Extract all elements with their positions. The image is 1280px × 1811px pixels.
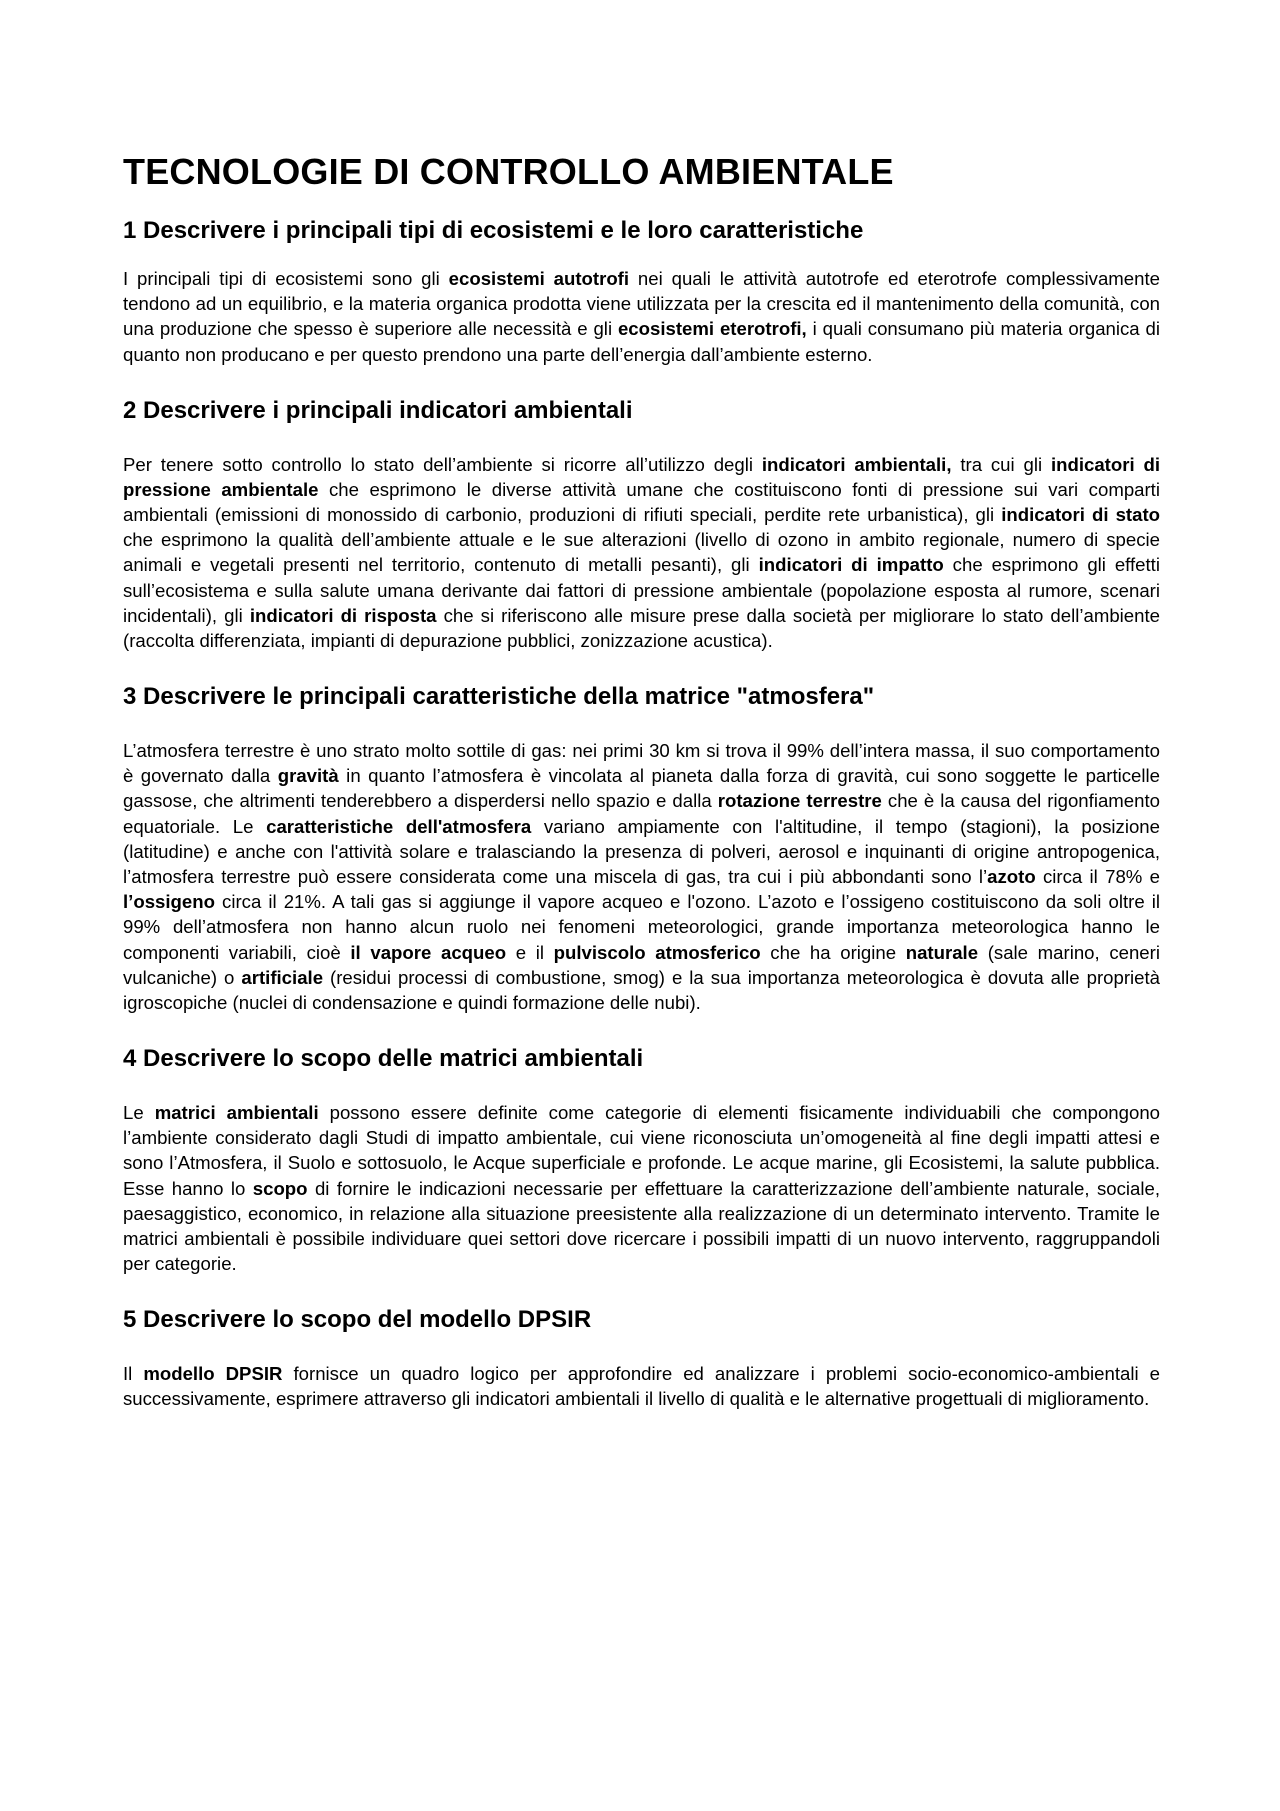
section-heading: 4 Descrivere lo scopo delle matrici ambientali [123,1045,644,1073]
bold-term: gravità [277,765,339,787]
text-run: circa il 21%. A tali gas si aggiunge il vapore acqueo e l'ozono. L’azoto e l’ossigeno costituiscono da soli oltre il 99% dell’atmosfera non hanno alcun ruolo nei fenomeni meteorologici, grande importanza meteorologica hanno le componenti variabili, cioè [123,891,1160,963]
section-5 [123,1306,1160,1411]
text-run: (residui processi di combustione, smog) e la sua importanza meteorologica è dovuta alle proprietà igroscopiche (nuclei di condensazione e quindi formazione delle nubi). [123,966,1160,1014]
text-run: nei quali le attività autotrofe ed eterotrofe complessivamente tendono ad un equilibrio, e la materia organica prodotta viene utilizzata per la crescita ed il mantenimento della comunità, con una produzione che spesso è superiore alle necessità e gli [123,267,1160,340]
bold-term: indicatori ambientali, [761,453,952,475]
section-2 [123,397,1160,653]
section-paragraph [123,452,1160,654]
bold-term: rotazione terrestre [717,790,882,812]
text-run: che esprimono la qualità dell’ambiente attuale e le sue alterazioni (livello di ozono in ambito regionale, numero di specie animali e vegetali presenti nel territorio, contenuto di metalli pesanti), gli [123,529,1160,576]
section-paragraph [123,1100,1160,1276]
section-paragraph [123,266,1160,367]
bold-term: il vapore acqueo [350,941,507,963]
text-run: e il [506,941,554,963]
bold-term: modello DPSIR [143,1363,283,1385]
bold-term: scopo [252,1177,308,1199]
bold-term: indicatori di risposta [249,604,437,626]
bold-term: artificiale [241,966,324,988]
text-run: che esprimono gli effetti sull’ecosistema e sulla salute umana derivante dai fattori di pressione ambientale (popolazione esposta al rumore, scenari incidentali), gli [123,554,1160,626]
text-run: di fornire le indicazioni necessarie per effettuare la caratterizzazione dell’ambiente naturale, sociale, paesaggistico, economico, in relazione alla situazione preesistente alla realizzazione di un determinato intervento. Tramite le matrici ambientali è possibile individuare quei settori dove ricercare i possibili impatti di un nuovo intervento, raggruppandoli per categorie. [123,1177,1160,1275]
bold-term: naturale [905,941,979,963]
document-title: TECNOLOGIE DI CONTROLLO AMBIENTALE [123,151,894,192]
section-3 [123,683,1160,1015]
section-heading: 1 Descrivere i principali tipi di ecosistemi e le loro caratteristiche [123,217,864,245]
section-1 [123,217,1160,367]
text-run: che è la causa del rigonfiamento equatoriale. Le [123,790,1160,837]
bold-term: indicatori di pressione ambientale [123,453,1161,500]
text-run: circa il 78% e [1035,866,1160,888]
bold-term: indicatori di impatto [758,554,944,576]
text-run: Per tenere sotto controllo lo stato dell’ambiente si ricorre all’utilizzo degli [123,453,762,475]
text-run: I principali tipi di ecosistemi sono gli [123,267,449,289]
text-run: possono essere definite come categorie di elementi fisicamente individuabili che compongono l’ambiente considerato dagli Studi di impatto ambientale, cui viene riconosciuta un’omogeneità al fine degli impatti attesi e sono l’Atmosfera, il Suolo e sottosuolo, le Acque superficiale e profonde. Le acque marine, gli Ecosistemi, la salute pubblica. Esse hanno lo [123,1102,1160,1199]
text-run: fornisce un quadro logico per approfondire ed analizzare i problemi socio-economico-ambientali e successivamente, esprimere attraverso gli indicatori ambientali il livello di qualità e le alternative progettuali di miglioramento. [123,1363,1160,1410]
text-run: tra cui gli [951,453,1051,475]
bold-term: matrici ambientali [154,1102,319,1124]
text-run: che si riferiscono alle misure prese dalla società per migliorare lo stato dell’ambiente (raccolta differenziata, impianti di depurazione pubblici, zonizzazione acustica). [123,604,1160,652]
text-run: in quanto l’atmosfera è vincolata al pianeta dalla forza di gravità, cui sono soggette le particelle gassose, che altrimenti tenderebbero a disperdersi nello spazio e dalla [123,765,1161,812]
text-run: i quali consumano più materia organica di quanto non producano e per questo prendono una parte dell’energia dall’ambiente esterno. [123,318,1160,365]
text-run: che ha origine [760,941,906,963]
text-run: L’atmosfera terrestre è uno strato molto sottile di gas: nei primi 30 km si trova il 99% dell’intera massa, il suo comportamento è governato dalla [123,740,1160,787]
bold-term: pulviscolo atmosferico [553,941,761,963]
bold-term: ecosistemi eterotrofi, [617,318,807,340]
text-run: variano ampiamente con l'altitudine, il tempo (stagioni), la posizione (latitudine) e anche con l'attività solare e tralasciando la presenza di polveri, aerosol e inquinanti di origine antropogenica, l’atmosfera terrestre può essere considerata come una miscela di gas, tra cui i più abbondanti sono l’ [123,815,1160,888]
section-4 [123,1045,1160,1276]
bold-term: l’ossigeno [123,891,215,913]
bold-term: indicatori di stato [1001,504,1160,525]
bold-term: caratteristiche dell'atmosfera [266,815,532,837]
document-page [123,150,1160,1442]
bold-term: azoto [987,866,1036,888]
text-run: Le [123,1102,155,1124]
text-run: Il [123,1363,144,1385]
section-heading: 5 Descrivere lo scopo del modello DPSIR [123,1306,592,1334]
section-heading: 3 Descrivere le principali caratteristiche della matrice "atmosfera" [123,683,875,711]
section-heading: 2 Descrivere i principali indicatori ambientali [123,396,633,424]
section-paragraph [123,1361,1160,1411]
section-paragraph [123,738,1160,1015]
bold-term: ecosistemi autotrofi [448,267,630,289]
text-run: (sale marino, ceneri vulcaniche) o [123,941,1160,988]
text-run: che esprimono le diverse attività umane che costituiscono fonti di pressione sui vari comparti ambientali (emissioni di monossido di carbonio, produzioni di rifiuti speciali, perdite rete urbanistica), gli [123,478,1160,525]
